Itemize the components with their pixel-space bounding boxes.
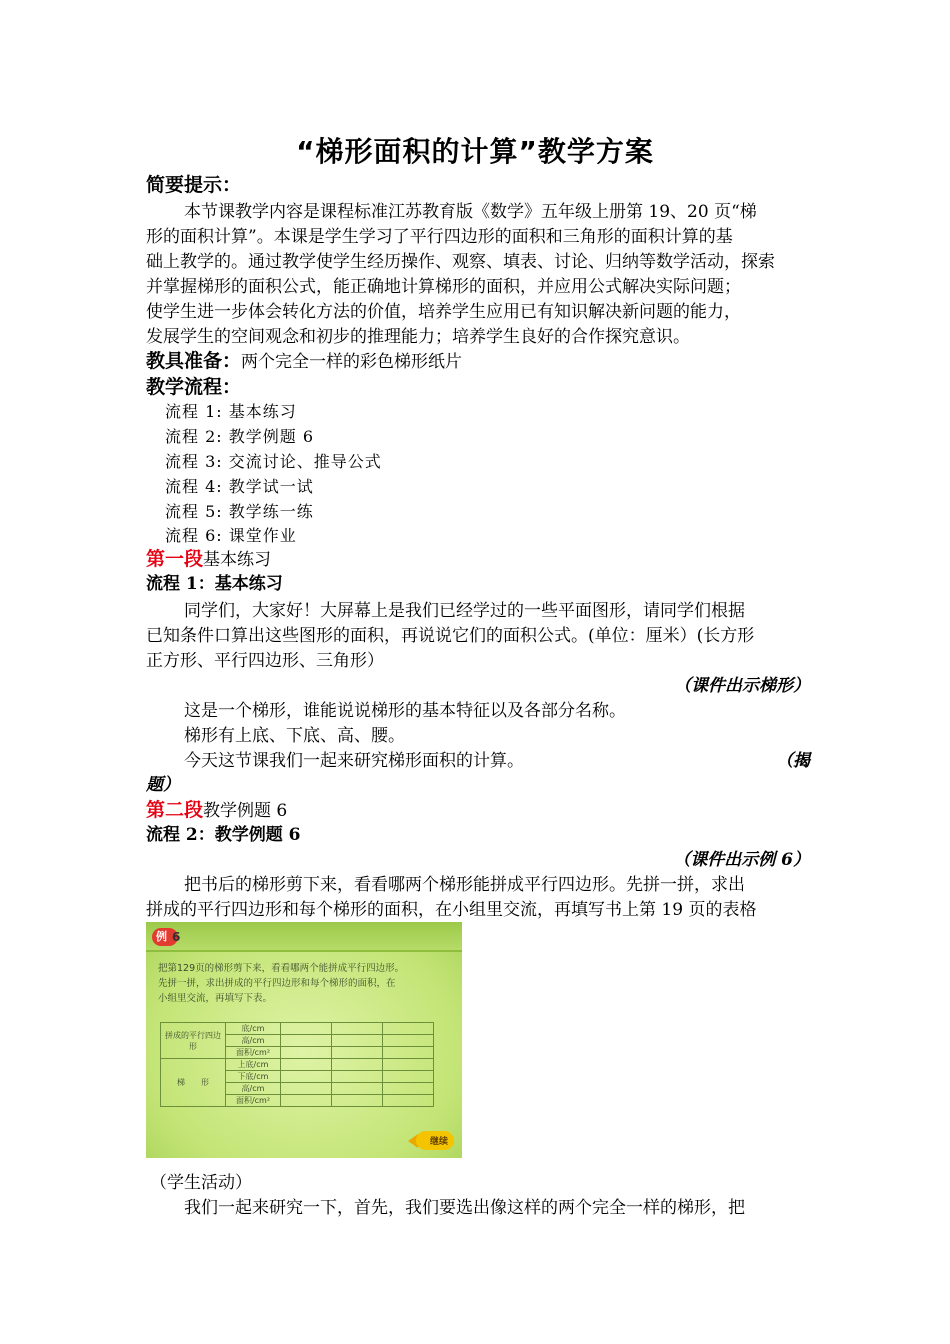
intro-line: 使学生进一步体会转化方法的价值，培养学生应用已有知识解决新问题的能力， [146,302,741,322]
body-line: 我们一起来研究一下，首先，我们要选出像这样的两个完全一样的梯形，把 [184,1198,745,1218]
process-item: 流程 6: 课堂作业 [165,526,297,545]
row-label: 面积/cm² [226,1095,281,1107]
slide-text-line: 小组里交流，再填写下表。 [158,993,273,1004]
row-label: 高/cm [226,1083,281,1095]
row-group-label: 拼成的平行四边形 [161,1023,226,1059]
tools-line [146,350,810,374]
page-title: “梯形面积的计算”教学方案 [296,135,654,168]
row-label: 下底/cm [226,1071,281,1083]
tools-heading: 教具准备： [146,350,242,372]
intro-line: 并掌握梯形的面积公式，能正确地计算梯形的面积，并应用公式解决实际问题； [146,277,741,297]
intro-line: 发展学生的空间观念和初步的推理能力；培养学生良好的合作探究意识。 [146,327,690,347]
section-1-label: 第一段 [146,548,204,570]
example-number: 6 [172,930,181,944]
row-group-label: 梯 形 [161,1059,226,1107]
slide-text-line: 先拼一拼，求出拼成的平行四边形和每个梯形的面积，在 [158,978,396,989]
tools-text: 两个完全一样的彩色梯形纸片 [241,352,463,372]
body-line: 梯形有上底、下底、高、腰。 [184,726,405,746]
process-heading: 教学流程： [146,376,242,398]
activity-note: （学生活动） [150,1173,252,1193]
flow-1-line: 正方形、平行四边形、三角形） [146,651,384,671]
flow-2-line: 拼成的平行四边形和每个梯形的面积，在小组里交流，再填写书上第 19 页的表格 [146,900,757,920]
courseware-slide-image [146,922,462,1158]
intro-line: 础上教学的。通过教学使学生经历操作、观察、填表、讨论、归纳等数学活动，探索 [146,252,775,272]
section-1-text: 基本练习 [203,550,272,570]
intro-heading: 简要提示： [146,174,242,196]
slide-table [160,1022,434,1107]
row-label: 上底/cm [226,1059,281,1071]
table-row [161,1059,434,1071]
flow-2-heading: 流程 2：教学例题 6 [146,825,301,845]
section-2-heading [146,799,810,823]
reveal-note-start: （揭 [776,751,810,771]
slide-text-line: 把第129页的梯形剪下来，看看哪两个能拼成平行四边形。 [158,963,405,974]
flow-1-line: 已知条件口算出这些图形的面积，再说说它们的面积公式。(单位：厘米）(长方形 [146,626,755,646]
section-2-label: 第二段 [146,799,204,821]
section-2-text: 教学例题 6 [203,801,288,821]
process-item: 流程 5: 教学练一练 [165,502,314,521]
process-item: 流程 1: 基本练习 [165,402,297,421]
courseware-note: （课件出示梯形） [674,676,810,696]
intro-line: 本节课教学内容是课程标准江苏教育版《数学》五年级上册第 19、20 页“梯 [184,202,757,222]
process-item: 流程 3: 交流讨论、推导公式 [165,452,382,471]
intro-line: 形的面积计算”。本课是学生学习了平行四边形的面积和三角形的面积计算的基 [146,227,733,247]
body-line-text: 今天这节课我们一起来研究梯形面积的计算。 [184,751,524,771]
slide-curtain [146,922,462,952]
flow-1-line: 同学们，大家好！大屏幕上是我们已经学过的一些平面图形，请同学们根据 [184,601,745,621]
row-label: 底/cm [226,1023,281,1035]
process-item: 流程 2: 教学例题 6 [165,427,315,446]
process-item: 流程 4: 教学试一试 [165,477,314,496]
table-row [161,1023,434,1035]
continue-button: 继续 [416,1131,454,1150]
body-line: 这是一个梯形，谁能说说梯形的基本特征以及各部分名称。 [184,701,626,721]
body-line-with-note [184,750,810,773]
reveal-note-end: 题） [146,775,180,795]
courseware-note: （课件出示例 6） [673,850,810,870]
section-1-heading [146,548,810,572]
flow-2-line: 把书后的梯形剪下来，看看哪两个梯形能拼成平行四边形。先拼一拼，求出 [184,875,745,895]
row-label: 面积/cm² [226,1047,281,1059]
example-badge: 例 [152,928,178,946]
row-label: 高/cm [226,1035,281,1047]
flow-1-heading: 流程 1：基本练习 [146,574,283,594]
